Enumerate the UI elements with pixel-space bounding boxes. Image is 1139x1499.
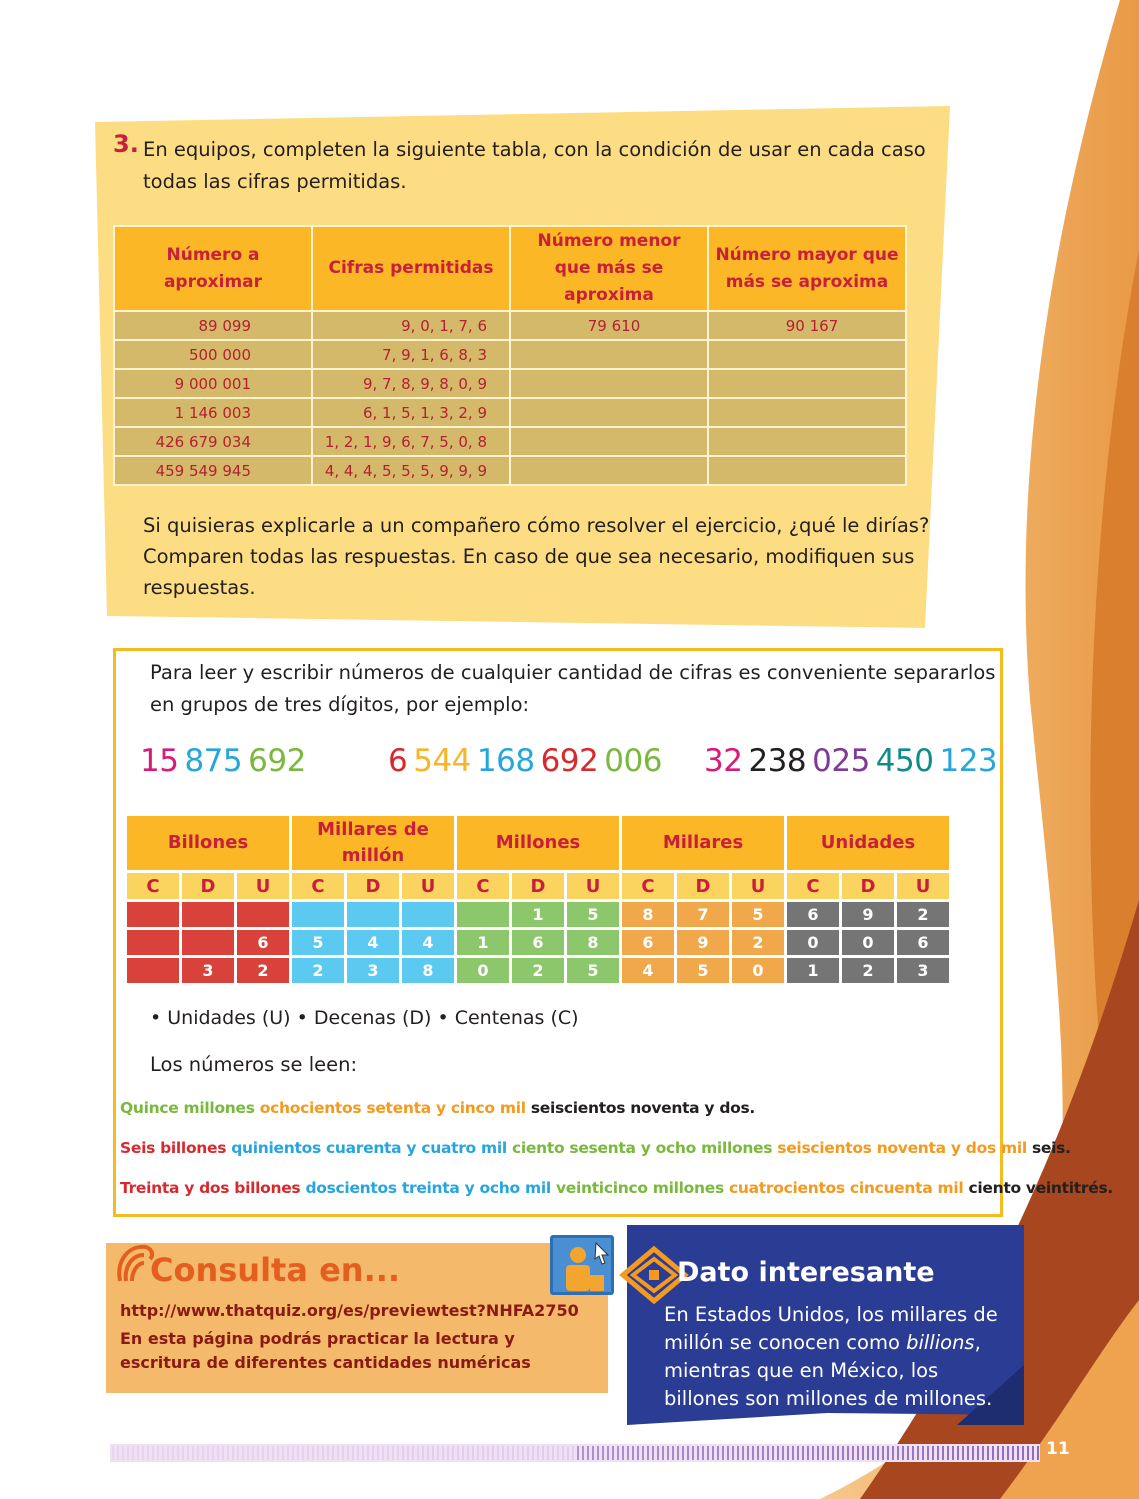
place-cell: 3 (182, 958, 234, 983)
digit-group: 168 (476, 743, 535, 779)
table-header: Número mayor que más se aproxima (708, 226, 906, 311)
place-cell: 9 (677, 930, 729, 955)
exercise-number: 3. (113, 130, 139, 158)
example-number-3 (704, 743, 1003, 779)
place-cell: 3 (897, 958, 949, 983)
reading-part: quinientos cuarenta y cuatro mil (231, 1139, 512, 1157)
table-cell: 9 000 001 (114, 369, 312, 398)
reading-part: Quince millones (120, 1099, 260, 1117)
computer-user-icon (550, 1235, 614, 1295)
table-row (114, 311, 906, 340)
place-group-header: Millones (457, 816, 619, 870)
reading-part: Seis billones (120, 1139, 232, 1157)
place-cell: 1 (787, 958, 839, 983)
place-sub-header: C (292, 873, 344, 899)
place-cell: 2 (897, 902, 949, 927)
info-intro: Para leer y escribir números de cualquier cantidad de cifras es conveniente separarlos en grupos de tres dígitos, por ejemplo: (150, 661, 996, 716)
reading-part: ochocientos setenta y cinco mil (259, 1099, 531, 1117)
digit-group: 544 (413, 743, 471, 779)
place-cell: 5 (292, 930, 344, 955)
digit-group: 450 (875, 743, 934, 779)
table-cell: 426 679 034 (114, 427, 312, 456)
place-cell: 5 (567, 902, 619, 927)
place-cell: 4 (622, 958, 674, 983)
place-cell (127, 930, 179, 955)
place-cell: 0 (457, 958, 509, 983)
table-header: Número menor que más se aproxima (510, 226, 708, 311)
consulta-link[interactable]: http://www.thatquiz.org/es/previewtest?NHFA2750 (120, 1301, 579, 1320)
place-sub-header: U (237, 873, 289, 899)
consulta-box (106, 1243, 608, 1393)
place-legend: • Unidades (U) • Decenas (D) • Centenas (C) (150, 1007, 579, 1029)
dato-text-part: En Estados Unidos, los millares de millón se conocen como (664, 1303, 998, 1354)
digit-group: 32 (704, 743, 743, 779)
digit-group: 6 (388, 743, 408, 779)
place-cell: 0 (787, 930, 839, 955)
place-cell: 6 (237, 930, 289, 955)
place-sub-header: U (402, 873, 454, 899)
place-cell: 6 (787, 902, 839, 927)
table-cell[interactable] (510, 398, 708, 427)
dato-text (664, 1301, 1014, 1413)
place-group-header: Millares (622, 816, 784, 870)
table-cell: 6, 1, 5, 1, 3, 2, 9 (312, 398, 510, 427)
digit-group: 123 (939, 743, 998, 779)
place-cell (237, 902, 289, 927)
dato-text-emphasis: billions (906, 1331, 975, 1354)
reading-part: doscientos treinta y ocho mil (305, 1179, 556, 1197)
table-cell[interactable] (708, 340, 906, 369)
digit-group: 15 (140, 743, 179, 779)
place-cell (347, 902, 399, 927)
place-cell (292, 902, 344, 927)
place-cell (182, 902, 234, 927)
place-cell: 5 (677, 958, 729, 983)
table-cell[interactable] (708, 427, 906, 456)
place-cell (402, 902, 454, 927)
table-row (114, 427, 906, 456)
exercise-panel (95, 106, 950, 628)
place-cell: 8 (402, 958, 454, 983)
place-cell: 9 (842, 902, 894, 927)
table-row (114, 398, 906, 427)
example-number-2 (388, 743, 668, 779)
place-sub-header: D (182, 873, 234, 899)
place-cell: 0 (842, 930, 894, 955)
place-cell: 3 (347, 958, 399, 983)
place-cell (127, 902, 179, 927)
place-value-table (124, 813, 952, 986)
dato-title: Dato interesante (677, 1257, 935, 1288)
reading-part: seis. (1031, 1139, 1071, 1157)
place-cell: 1 (457, 930, 509, 955)
place-sub-header: U (732, 873, 784, 899)
table-cell: 1, 2, 1, 9, 6, 7, 5, 0, 8 (312, 427, 510, 456)
place-cell: 8 (567, 930, 619, 955)
table-cell[interactable] (510, 340, 708, 369)
place-sub-header: C (457, 873, 509, 899)
reading-2 (120, 1139, 1071, 1157)
place-group-header: Millares de millón (292, 816, 454, 870)
place-sub-header: D (842, 873, 894, 899)
table-cell[interactable] (708, 369, 906, 398)
table-row (114, 456, 906, 485)
table-cell[interactable] (510, 456, 708, 485)
place-cell: 2 (732, 930, 784, 955)
place-sub-header: D (677, 873, 729, 899)
reading-part: Treinta y dos billones (120, 1179, 306, 1197)
reading-3 (120, 1179, 1113, 1197)
place-cell (127, 958, 179, 983)
place-sub-header: C (622, 873, 674, 899)
table-cell: 79 610 (510, 311, 708, 340)
table-cell: 90 167 (708, 311, 906, 340)
reading-part: veinticinco millones (555, 1179, 730, 1197)
place-group-header: Unidades (787, 816, 949, 870)
digit-group: 025 (812, 743, 870, 779)
place-cell (182, 930, 234, 955)
place-cell: 4 (402, 930, 454, 955)
place-cell: 5 (732, 902, 784, 927)
table-row (114, 369, 906, 398)
place-cell: 8 (622, 902, 674, 927)
place-sub-header: C (127, 873, 179, 899)
table-cell[interactable] (510, 427, 708, 456)
place-cell: 6 (897, 930, 949, 955)
reading-part: seiscientos noventa y dos mil (777, 1139, 1032, 1157)
digit-group: 692 (248, 743, 306, 779)
reading-part: seiscientos noventa y dos. (530, 1099, 755, 1117)
dotted-footer-bar (110, 1444, 1040, 1462)
page-number: 11 (1046, 1439, 1070, 1459)
place-sub-header: D (347, 873, 399, 899)
table-cell: 7, 9, 1, 6, 8, 3 (312, 340, 510, 369)
place-cell: 2 (237, 958, 289, 983)
table-header: Número a aproximar (114, 226, 312, 311)
dato-text-part: , mientras que en México, los billones son millones de millones. (664, 1331, 993, 1410)
place-cell: 2 (292, 958, 344, 983)
reading-part: ciento sesenta y ocho millones (511, 1139, 778, 1157)
place-cell: 6 (622, 930, 674, 955)
table-cell: 89 099 (114, 311, 312, 340)
table-cell[interactable] (708, 398, 906, 427)
place-sub-header: U (567, 873, 619, 899)
digit-group: 006 (604, 743, 662, 779)
table-cell: 9, 0, 1, 7, 6 (312, 311, 510, 340)
table-cell: 500 000 (114, 340, 312, 369)
table-cell: 4, 4, 4, 5, 5, 5, 9, 9, 9 (312, 456, 510, 485)
table-header: Cifras permitidas (312, 226, 510, 311)
reading-1 (120, 1099, 755, 1117)
digit-group: 692 (540, 743, 599, 779)
digit-group: 238 (748, 743, 807, 779)
place-sub-header: D (512, 873, 564, 899)
reading-part: ciento veintitrés. (968, 1179, 1113, 1197)
place-cell: 5 (567, 958, 619, 983)
place-cell: 2 (512, 958, 564, 983)
digit-group: 875 (184, 743, 243, 779)
table-row (114, 340, 906, 369)
place-cell: 2 (842, 958, 894, 983)
place-sub-header: U (897, 873, 949, 899)
place-cell: 6 (512, 930, 564, 955)
table-cell: 1 146 003 (114, 398, 312, 427)
place-cell (457, 902, 509, 927)
table-cell[interactable] (708, 456, 906, 485)
place-sub-header: C (787, 873, 839, 899)
table-cell: 9, 7, 8, 9, 8, 0, 9 (312, 369, 510, 398)
place-group-header: Billones (127, 816, 289, 870)
dato-box (627, 1225, 1024, 1425)
place-cell: 4 (347, 930, 399, 955)
table-cell[interactable] (510, 369, 708, 398)
reading-part: cuatrocientos cincuenta mil (729, 1179, 969, 1197)
exercise-question: Si quisieras explicarle a un compañero cómo resolver el ejercicio, ¿qué le dirías? Comparen todas las respuestas. En caso de que sea necesario, modifiquen sus respuestas. (143, 514, 930, 599)
example-number-1 (140, 743, 312, 779)
place-cell: 7 (677, 902, 729, 927)
read-intro: Los números se leen: (150, 1053, 358, 1076)
exercise-instruction: En equipos, completen la siguiente tabla, con la condición de usar en cada caso todas las cifras permitidas. (143, 138, 926, 193)
approximation-table (113, 225, 907, 486)
place-cell: 1 (512, 902, 564, 927)
table-cell: 459 549 945 (114, 456, 312, 485)
consulta-description: En esta página podrás practicar la lectura y escritura de diferentes cantidades numéricas (120, 1329, 531, 1372)
info-box (113, 648, 1113, 1217)
consulta-title: Consulta en... (150, 1251, 401, 1289)
place-cell: 0 (732, 958, 784, 983)
